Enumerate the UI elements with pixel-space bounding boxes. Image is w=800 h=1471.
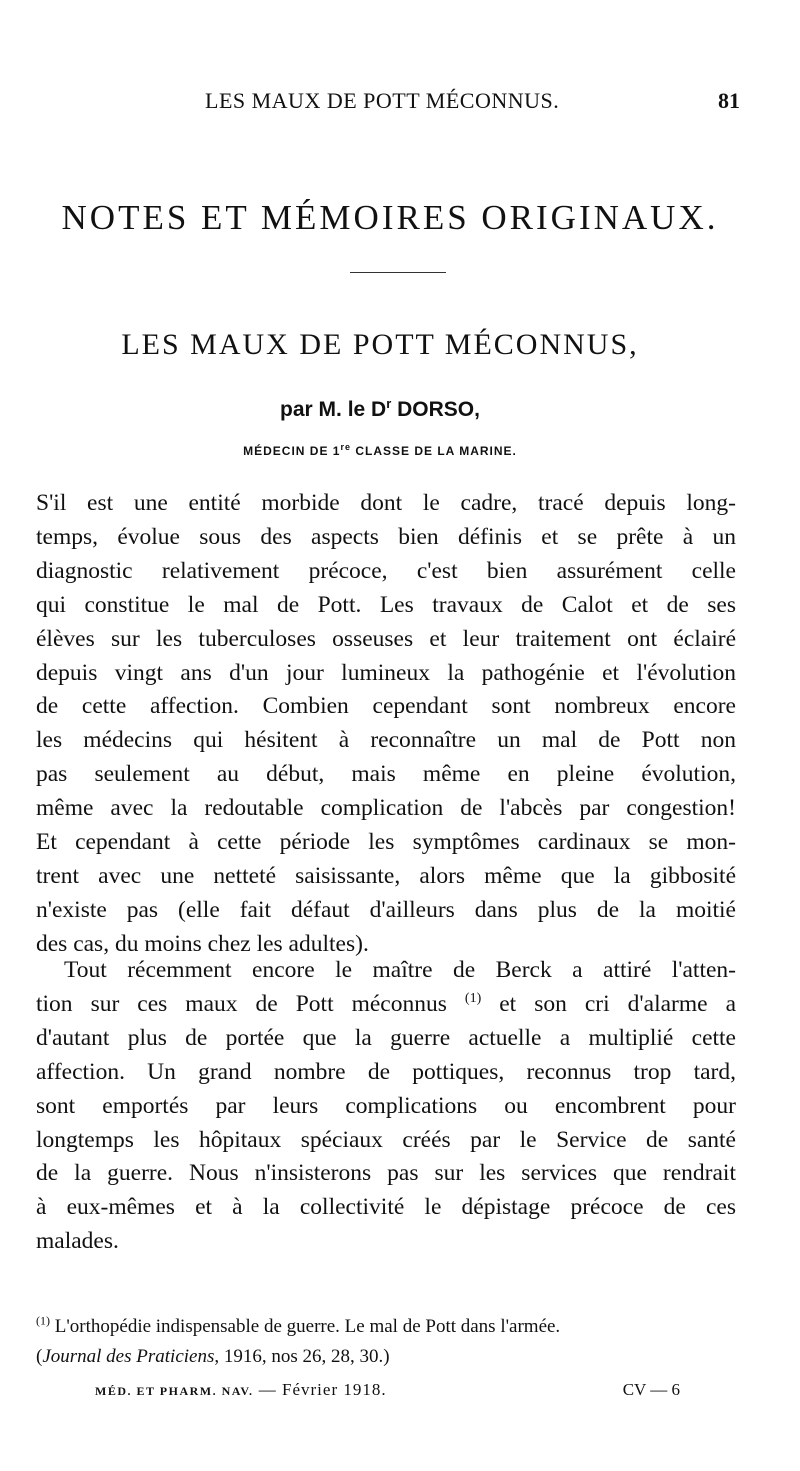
footnote-line-1 bbox=[36, 1312, 736, 1342]
paragraph-line: longtemps les hôpitaux spéciaux créés par le Service de santé bbox=[36, 1126, 736, 1153]
footer-publication bbox=[95, 1380, 387, 1400]
affiliation-sup: re bbox=[340, 442, 351, 452]
paragraph-line: élèves sur les tuberculoses osseuses et leur traitement ont éclairé bbox=[36, 625, 736, 652]
byline-name: DORSO, bbox=[391, 398, 480, 421]
paragraph-line: temps, évolue sous des aspects bien définis et se prête à un bbox=[36, 523, 736, 550]
paragraph-line: qui constitue le mal de Pott. Les travaux de Calot et de ses bbox=[36, 591, 736, 618]
byline bbox=[0, 396, 760, 422]
line-text: et son cri d'alarme a bbox=[481, 990, 737, 1017]
footer-date: — Février 1918. bbox=[253, 1380, 387, 1399]
paragraph-line: depuis vingt ans d'un jour lumineux la pathogénie et l'évolution bbox=[36, 659, 736, 686]
paragraph-line: même avec la redoutable complication de l'abcès par congestion! bbox=[36, 795, 736, 822]
paragraph-line: diagnostic relativement précoce, c'est bien assurément celle bbox=[36, 557, 736, 584]
running-head bbox=[205, 88, 740, 118]
footnote-reference: (1) bbox=[464, 991, 482, 1007]
running-head-title: LES MAUX DE POTT MÉCONNUS. bbox=[205, 88, 560, 113]
page-number: 81 bbox=[718, 88, 740, 113]
paragraph-line: sont emportés par leurs complications ou encombrent pour bbox=[36, 1092, 736, 1119]
paragraph-line: S'il est une entité morbide dont le cadre, tracé depuis long- bbox=[36, 490, 736, 516]
section-title: NOTES ET MÉMOIRES ORIGINAUX. bbox=[61, 198, 719, 237]
footnote-journal: Journal des Praticiens bbox=[42, 1346, 215, 1367]
author-affiliation bbox=[0, 442, 760, 458]
paragraph-line: à eux-mêmes et à la collectivité le dépistage précoce de ces bbox=[36, 1194, 736, 1221]
paragraph-line: n'existe pas (elle fait défaut d'ailleurs dans plus de la moitié bbox=[36, 896, 736, 923]
affiliation-suffix: CLASSE DE LA MARINE. bbox=[350, 444, 517, 458]
paragraph-1 bbox=[36, 487, 736, 962]
footnote-mark: (1) bbox=[36, 1313, 50, 1328]
footer-signature: CV — 6 bbox=[622, 1380, 680, 1399]
article-title: LES MAUX DE POTT MÉCONNUS, bbox=[121, 328, 639, 361]
paragraph-line: des cas, du moins chez les adultes). bbox=[36, 930, 369, 957]
page-footer bbox=[95, 1380, 680, 1406]
title-divider bbox=[350, 272, 446, 273]
paragraph-line: malades. bbox=[36, 1228, 119, 1255]
paragraph-line: d'autant plus de portée que la guerre actuelle a multiplié cette bbox=[36, 1024, 736, 1051]
paragraph-line: Tout récemment encore le maître de Berck a attiré l'atten- bbox=[64, 957, 736, 983]
paragraph-line-with-note bbox=[36, 988, 736, 1022]
byline-sup: r bbox=[386, 396, 392, 411]
byline-prefix: par M. le D bbox=[280, 398, 387, 421]
paragraph-2 bbox=[36, 954, 736, 1259]
footnote-line-2 bbox=[36, 1342, 736, 1372]
paragraph-line: pas seulement au début, mais même en pleine évolution, bbox=[36, 761, 736, 788]
paragraph-line: Et cependant à cette période les symptômes cardinaux se mon- bbox=[36, 829, 736, 856]
footer-journal-abbrev: MÉD. ET PHARM. NAV. bbox=[95, 1384, 254, 1398]
footnote-paren: ( bbox=[36, 1346, 43, 1367]
line-text: tion sur ces maux de Pott méconnus bbox=[36, 990, 465, 1017]
paragraph-line: trent avec une netteté saisissante, alors même que la gibbosité bbox=[36, 862, 736, 889]
paragraph-line: affection. Un grand nombre de pottiques, reconnus trop tard, bbox=[36, 1058, 736, 1085]
footnote-text: L'orthopédie indispensable de guerre. Le mal de Pott dans l'armée. bbox=[50, 1316, 561, 1337]
paragraph-line: de la guerre. Nous n'insisterons pas sur les services que rendrait bbox=[36, 1160, 736, 1187]
paragraph-line: de cette affection. Combien cependant sont nombreux encore bbox=[36, 693, 736, 720]
paragraph-line: les médecins qui hésitent à reconnaître un mal de Pott non bbox=[36, 727, 736, 754]
footnote-citation: , 1916, nos 26, 28, 30.) bbox=[214, 1346, 390, 1367]
footnote bbox=[36, 1312, 736, 1372]
affiliation-prefix: MÉDECIN DE 1 bbox=[243, 444, 341, 458]
